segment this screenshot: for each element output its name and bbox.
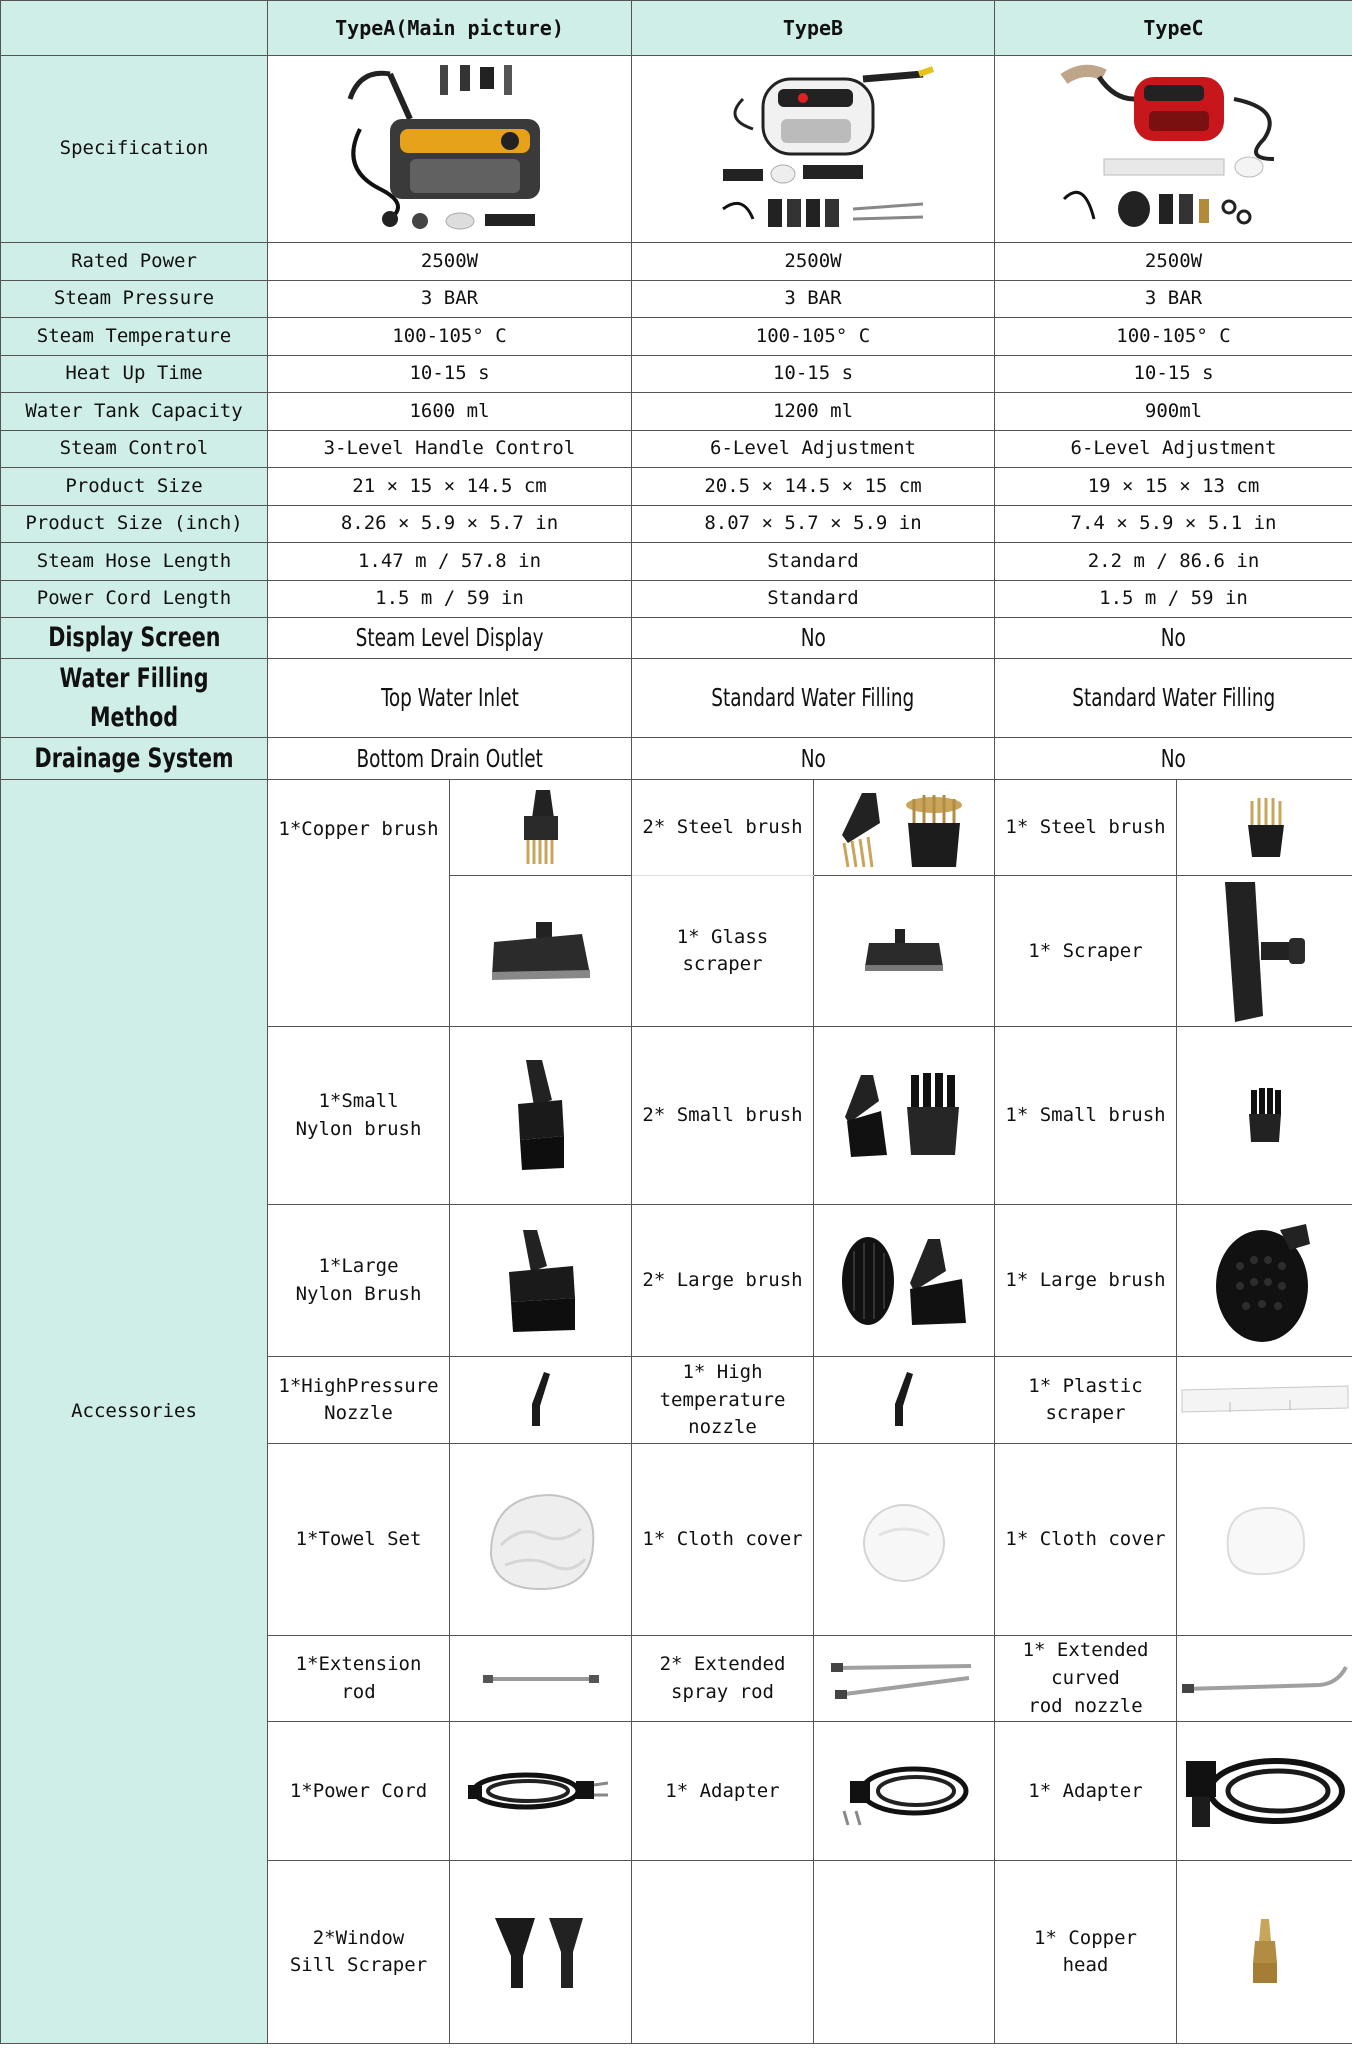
glass-scraper-icon: [859, 921, 949, 981]
steam-cleaner-red-icon: [1044, 59, 1304, 239]
spec-label: Heat Up Time: [1, 356, 268, 393]
feature-value-a-cell: [268, 738, 632, 780]
spec-value-c: 3 BAR: [995, 281, 1352, 318]
accessory-b-name: 1* Cloth cover: [632, 1444, 814, 1636]
accessory-b-image: [814, 1636, 995, 1722]
accessory-b-image-empty: [814, 1861, 995, 2044]
corner-cell: [1, 1, 268, 56]
spec-value-c: 19 × 15 × 13 cm: [995, 468, 1352, 506]
curved-rod-icon: [1180, 1659, 1350, 1699]
cloth-cover-icon: [859, 1495, 949, 1585]
feature-value-b: No: [800, 622, 826, 652]
feature-value-c: Standard Water Filling: [1071, 683, 1275, 713]
feature-value-b-cell: [632, 738, 995, 780]
cloth-cover-icon: [1220, 1500, 1310, 1580]
small-brush-pair-icon: [839, 1071, 969, 1161]
accessory-c-image: [1177, 1444, 1352, 1636]
accessory-c-image: [1177, 1636, 1352, 1722]
spec-value-b: 1200 ml: [632, 393, 995, 431]
spec-value-b: 3 BAR: [632, 281, 995, 318]
feature-label: Water Filling Method: [59, 663, 209, 734]
accessory-b-name: 1* Adapter: [632, 1722, 814, 1861]
spec-value-b: Standard: [632, 543, 995, 581]
feature-label-cell: [1, 738, 268, 780]
copper-head-icon: [1245, 1917, 1285, 1987]
accessory-a-name: 1*Power Cord: [268, 1722, 450, 1861]
sill-scraper-icon: [491, 1912, 591, 1992]
spec-value-a: 1600 ml: [268, 393, 632, 431]
spec-value-a: 1.5 m / 59 in: [268, 581, 632, 618]
spec-value-c: 2500W: [995, 243, 1352, 281]
spec-value-a: 100-105° C: [268, 318, 632, 356]
accessory-b-image: [814, 1357, 995, 1444]
spec-value-a: 8.26 × 5.9 × 5.7 in: [268, 506, 632, 543]
spec-value-c: 2.2 m / 86.6 in: [995, 543, 1352, 581]
feature-value-a-cell: [268, 659, 632, 738]
feature-label-cell: [1, 659, 268, 738]
feature-value-b-cell: [632, 659, 995, 738]
type-b-header: TypeB: [632, 1, 995, 56]
accessory-b-name: 1* High temperature nozzle: [632, 1357, 814, 1444]
feature-label: Display Screen: [47, 622, 221, 654]
feature-value-a: Bottom Drain Outlet: [356, 743, 543, 773]
accessory-b-image: [814, 876, 995, 1027]
accessory-a-image: [450, 780, 632, 876]
towel-icon: [481, 1485, 601, 1595]
window-scraper-icon: [486, 916, 596, 986]
spec-value-c: 1.5 m / 59 in: [995, 581, 1352, 618]
feature-value-b: No: [800, 743, 826, 773]
accessory-c-image: [1177, 1205, 1352, 1357]
spec-value-c: 100-105° C: [995, 318, 1352, 356]
feature-value-a: Steam Level Display: [355, 622, 544, 652]
accessory-a-name: 1*Copper brush: [268, 780, 450, 1027]
feature-value-a-cell: [268, 618, 632, 659]
accessory-a-image: [450, 1861, 632, 2044]
accessory-b-name: 2* Small brush: [632, 1027, 814, 1205]
accessory-b-name: 2* Steel brush: [632, 780, 814, 876]
feature-value-c-cell: [995, 618, 1352, 659]
spec-value-c: 7.4 × 5.9 × 5.1 in: [995, 506, 1352, 543]
accessory-a-image: [450, 1444, 632, 1636]
accessories-label: Accessories: [1, 780, 268, 2044]
adapter-cord-icon: [1180, 1741, 1350, 1841]
spec-label: Steam Pressure: [1, 281, 268, 318]
accessory-a-name: 1*Towel Set: [268, 1444, 450, 1636]
spec-value-b: 100-105° C: [632, 318, 995, 356]
feature-value-b-cell: [632, 618, 995, 659]
accessory-c-image: [1177, 1027, 1352, 1205]
accessory-b-name: [632, 1861, 814, 2044]
feature-value-c-cell: [995, 738, 1352, 780]
small-brush-icon: [1245, 1086, 1285, 1146]
accessory-c-name: 1* Plastic scraper: [995, 1357, 1177, 1444]
accessory-b-name: 2* Extended spray rod: [632, 1636, 814, 1722]
accessory-c-name: 1* Extended curved rod nozzle: [995, 1636, 1177, 1722]
accessory-b-image: [814, 1722, 995, 1861]
type-a-product-image: [268, 56, 632, 243]
spec-value-b: 20.5 × 14.5 × 15 cm: [632, 468, 995, 506]
accessory-a-name: 2*Window Sill Scraper: [268, 1861, 450, 2044]
spec-value-a: 2500W: [268, 243, 632, 281]
type-b-product-image: [632, 56, 995, 243]
nozzle-icon: [526, 1370, 556, 1430]
accessory-a-image: [450, 1027, 632, 1205]
spec-label: Rated Power: [1, 243, 268, 281]
feature-value-c: No: [1160, 622, 1187, 652]
spec-label: Power Cord Length: [1, 581, 268, 618]
accessory-c-image: [1177, 1357, 1352, 1444]
accessory-a-image: [450, 1205, 632, 1357]
spec-value-c: 6-Level Adjustment: [995, 431, 1352, 468]
feature-label: Drainage System: [34, 743, 234, 775]
steel-brush-icon: [1240, 793, 1290, 863]
feature-value-c-cell: [995, 659, 1352, 738]
feature-label-cell: [1, 618, 268, 659]
steam-cleaner-white-icon: [683, 59, 943, 239]
nozzle-icon: [889, 1370, 919, 1430]
adapter-cord-icon: [834, 1751, 974, 1831]
spec-label: Product Size: [1, 468, 268, 506]
accessory-a-name: 1*HighPressure Nozzle: [268, 1357, 450, 1444]
accessory-b-image: [814, 780, 995, 876]
spec-value-a: 10-15 s: [268, 356, 632, 393]
spec-label: Steam Control: [1, 431, 268, 468]
large-round-brush-icon: [1210, 1216, 1320, 1346]
spec-value-a: 3-Level Handle Control: [268, 431, 632, 468]
spec-value-a: 1.47 m / 57.8 in: [268, 543, 632, 581]
accessory-a-image: [450, 1722, 632, 1861]
accessory-a-image: [450, 1357, 632, 1444]
accessory-c-name: 1* Steel brush: [995, 780, 1177, 876]
spec-value-b: 2500W: [632, 243, 995, 281]
feature-value-c: No: [1160, 743, 1187, 773]
copper-brush-icon: [506, 788, 576, 868]
large-nylon-brush-icon: [501, 1226, 581, 1336]
accessory-b-image: [814, 1027, 995, 1205]
accessory-c-name: 1* Cloth cover: [995, 1444, 1177, 1636]
large-brush-pair-icon: [834, 1231, 974, 1331]
spec-value-c: 10-15 s: [995, 356, 1352, 393]
accessory-a-image: [450, 876, 632, 1027]
accessory-c-name: 1* Large brush: [995, 1205, 1177, 1357]
accessory-c-image: [1177, 1722, 1352, 1861]
extension-rod-icon: [481, 1669, 601, 1689]
accessory-b-image: [814, 1205, 995, 1357]
small-nylon-brush-icon: [506, 1056, 576, 1176]
spec-value-c: 900ml: [995, 393, 1352, 431]
accessory-a-image: [450, 1636, 632, 1722]
spec-value-b: 8.07 × 5.7 × 5.9 in: [632, 506, 995, 543]
steel-brush-pair-icon: [834, 783, 974, 873]
type-a-header: TypeA(Main picture): [268, 1, 632, 56]
spec-value-a: 3 BAR: [268, 281, 632, 318]
accessory-a-name: 1*Extension rod: [268, 1636, 450, 1722]
power-cord-icon: [466, 1761, 616, 1821]
accessory-c-name: 1* Adapter: [995, 1722, 1177, 1861]
accessory-c-image: [1177, 780, 1352, 876]
accessory-a-name: 1*Large Nylon Brush: [268, 1205, 450, 1357]
accessory-a-name: 1*Small Nylon brush: [268, 1027, 450, 1205]
spec-value-b: 6-Level Adjustment: [632, 431, 995, 468]
type-c-product-image: [995, 56, 1352, 243]
spec-label: Steam Hose Length: [1, 543, 268, 581]
accessory-b-name: 1* Glass scraper: [632, 876, 814, 1027]
spec-label: Steam Temperature: [1, 318, 268, 356]
accessory-c-image: [1177, 876, 1352, 1027]
plastic-scraper-icon: [1180, 1380, 1350, 1420]
type-c-header: TypeC: [995, 1, 1352, 56]
spec-value-b: Standard: [632, 581, 995, 618]
feature-value-b: Standard Water Filling: [711, 683, 915, 713]
accessory-b-image: [814, 1444, 995, 1636]
accessory-c-name: 1* Scraper: [995, 876, 1177, 1027]
spray-rod-icon: [829, 1654, 979, 1704]
accessory-b-name: 2* Large brush: [632, 1205, 814, 1357]
scraper-icon: [1215, 876, 1315, 1026]
spec-value-a: 21 × 15 × 14.5 cm: [268, 468, 632, 506]
accessory-c-name: 1* Small brush: [995, 1027, 1177, 1205]
specification-label: Specification: [1, 56, 268, 243]
feature-value-a: Top Water Inlet: [380, 683, 519, 713]
accessory-c-name: 1* Copper head: [995, 1861, 1177, 2044]
spec-value-b: 10-15 s: [632, 356, 995, 393]
spec-label: Water Tank Capacity: [1, 393, 268, 431]
spec-label: Product Size (inch): [1, 506, 268, 543]
accessory-c-image: [1177, 1861, 1352, 2044]
steam-cleaner-yellow-icon: [320, 59, 580, 239]
